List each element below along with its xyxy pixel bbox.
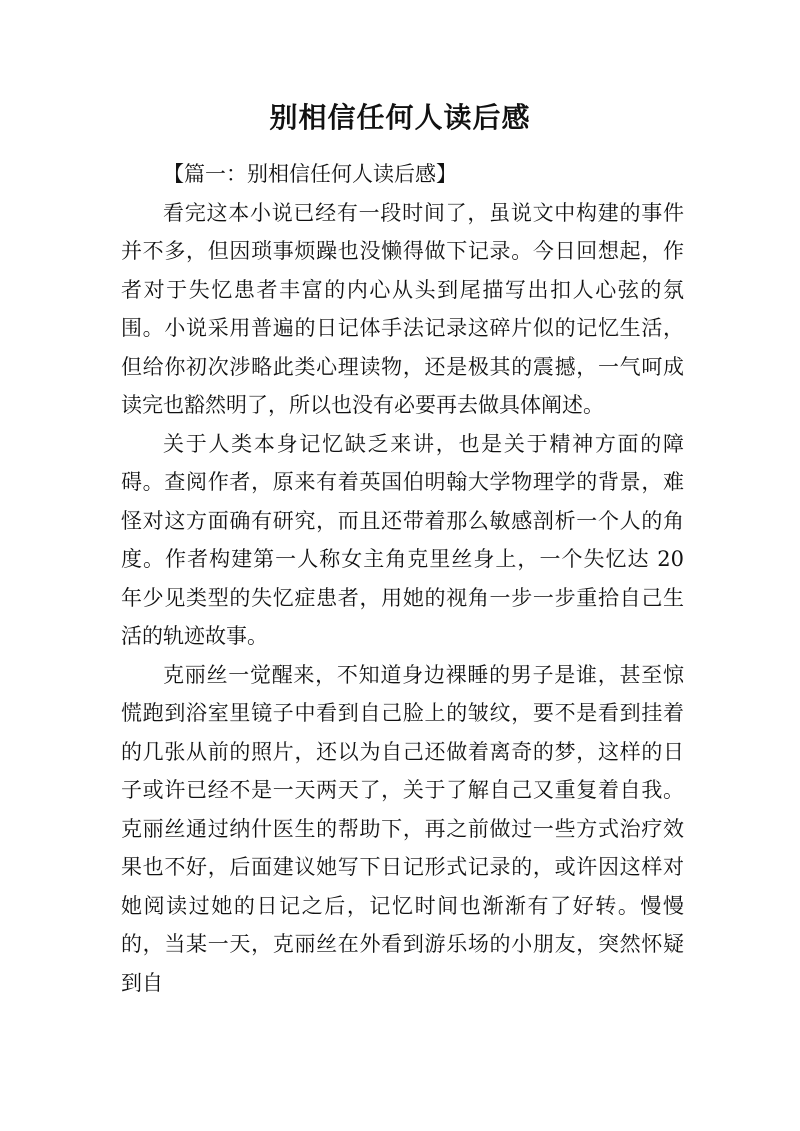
body-paragraph-2: 关于人类本身记忆缺乏来讲，也是关于精神方面的障碍。查阅作者，原来有着英国伯明翰大学物理学的背景，难怪对这方面确有研究，而且还带着那么敏感剖析一个人的角度。作者构建第一人称女主角克里丝身上，一个失忆达 20 年少见类型的失忆症患者，用她的视角一步一步重拾自己生活的轨迹故事。 — [121, 431, 684, 648]
section-heading: 【篇一：别相信任何人读后感】 — [163, 162, 457, 186]
document-body — [121, 155, 684, 1002]
body-paragraph-1: 看完这本小说已经有一段时间了，虽说文中构建的事件并不多，但因琐事烦躁也没懒得做下记录。今日回想起，作者对于失忆患者丰富的内心从头到尾描写出扣人心弦的氛围。小说采用普遍的日记体手法记录这碎片似的记忆生活，但给你初次涉略此类心理读物，还是极其的震撼，一气呵成读完也豁然明了，所以也没有必要再去做具体阐述。 — [121, 200, 684, 417]
body-paragraph-3: 克丽丝一觉醒来，不知道身边裸睡的男子是谁，甚至惊慌跑到浴室里镜子中看到自己脸上的皱纹，要不是看到挂着的几张从前的照片，还以为自己还做着离奇的梦，这样的日子或许已经不是一天两天了，关于了解自己又重复着自我。克丽丝通过纳什医生的帮助下，再之前做过一些方式治疗效果也不好，后面建议她写下日记形式记录的，或许因这样对她阅读过她的日记之后，记忆时间也渐渐有了好转。慢慢的，当某一天，克丽丝在外看到游乐场的小朋友，突然怀疑到自 — [121, 662, 684, 995]
document-title: 别相信任何人读后感 — [269, 101, 531, 134]
